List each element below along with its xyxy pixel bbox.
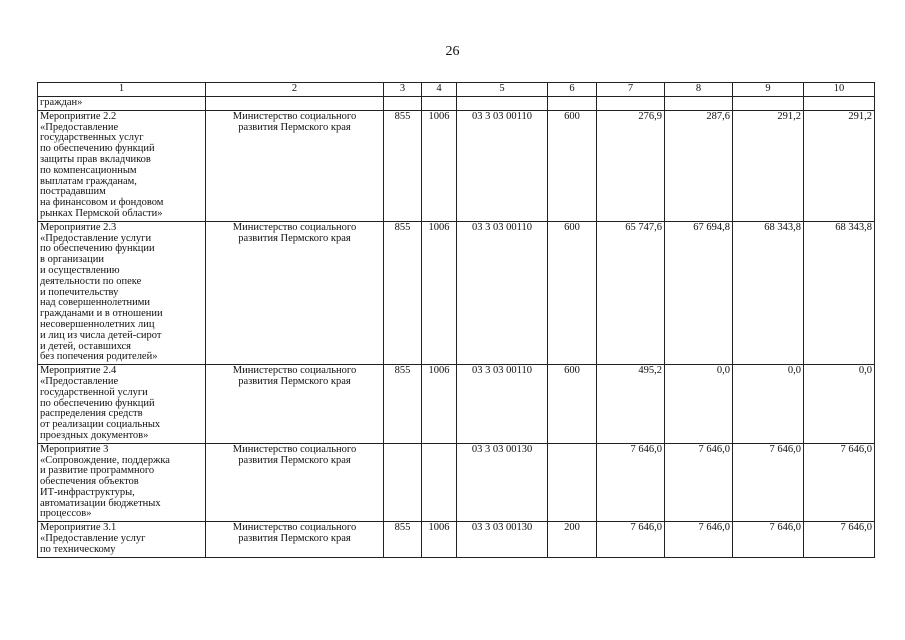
expense-type-code: 600 [548, 221, 597, 364]
section-code: 1006 [422, 522, 457, 557]
continuation-row [38, 97, 875, 111]
section-code [422, 443, 457, 522]
amount-col-9: 291,2 [733, 110, 804, 221]
section-code: 1006 [422, 365, 457, 444]
amount-col-8: 287,6 [665, 110, 733, 221]
responsible-org: Министерство социального развития Пермского края [206, 443, 384, 522]
amount-col-8: 67 694,8 [665, 221, 733, 364]
responsible-org: Министерство социального развития Пермского края [206, 221, 384, 364]
amount-col-7: 495,2 [597, 365, 665, 444]
activity-name: Мероприятие 3 «Сопровождение, поддержка и развитие программного обеспечения объектов ИТ-инфраструктуры, автоматизации бюджетных процессов» [38, 443, 206, 522]
amount-col-10: 291,2 [804, 110, 875, 221]
table-row [38, 110, 875, 221]
column-header: 1 [38, 83, 206, 97]
table-row [38, 365, 875, 444]
target-article-code: 03 3 03 00130 [457, 443, 548, 522]
amount-col-10: 68 343,8 [804, 221, 875, 364]
target-article-code: 03 3 03 00130 [457, 522, 548, 557]
column-header: 6 [548, 83, 597, 97]
amount-col-7: 65 747,6 [597, 221, 665, 364]
column-header: 3 [384, 83, 422, 97]
activity-name: Мероприятие 2.4 «Предоставление государственной услуги по обеспечению функций распределения средств от реализации социальных проездных документов» [38, 365, 206, 444]
expense-type-code: 200 [548, 522, 597, 557]
column-header: 7 [597, 83, 665, 97]
target-article-code: 03 3 03 00110 [457, 365, 548, 444]
amount-col-8: 7 646,0 [665, 443, 733, 522]
amount-col-9: 0,0 [733, 365, 804, 444]
amount-col-7: 7 646,0 [597, 443, 665, 522]
activity-name: Мероприятие 2.3 «Предоставление услуги по обеспечению функции в организации и осуществлению деятельности по опеке и попечительству над совершеннолетними гражданами и в отношении несовершеннолетних лиц и лиц из числа детей-сирот и детей, оставшихся без попечения родителей» [38, 221, 206, 364]
column-header: 9 [733, 83, 804, 97]
table-row [38, 522, 875, 557]
expense-type-code: 600 [548, 365, 597, 444]
expense-type-code: 600 [548, 110, 597, 221]
responsible-org: Министерство социального развития Пермского края [206, 110, 384, 221]
grbs-code: 855 [384, 365, 422, 444]
amount-col-9: 7 646,0 [733, 443, 804, 522]
grbs-code: 855 [384, 221, 422, 364]
amount-col-10: 7 646,0 [804, 522, 875, 557]
amount-col-9: 7 646,0 [733, 522, 804, 557]
amount-col-9: 68 343,8 [733, 221, 804, 364]
page-number: 26 [445, 44, 460, 59]
target-article-code: 03 3 03 00110 [457, 110, 548, 221]
section-code: 1006 [422, 221, 457, 364]
target-article-code: 03 3 03 00110 [457, 221, 548, 364]
grbs-code: 855 [384, 110, 422, 221]
grbs-code: 855 [384, 522, 422, 557]
table-row [38, 221, 875, 364]
column-header: 5 [457, 83, 548, 97]
budget-table [37, 82, 875, 558]
column-header: 2 [206, 83, 384, 97]
activity-name: Мероприятие 2.2 «Предоставление государственных услуг по обеспечению функций защиты прав вкладчиков по компенсационным выплатам гражданам, пострадавшим на финансовом и фондовом рынках Пермской области» [38, 110, 206, 221]
header-row [38, 83, 875, 97]
column-header: 8 [665, 83, 733, 97]
amount-col-8: 7 646,0 [665, 522, 733, 557]
grbs-code [384, 443, 422, 522]
activity-name: Мероприятие 3.1 «Предоставление услуг по техническому [38, 522, 206, 557]
continuation-text: граждан» [38, 97, 206, 111]
amount-col-8: 0,0 [665, 365, 733, 444]
responsible-org: Министерство социального развития Пермского края [206, 522, 384, 557]
responsible-org: Министерство социального развития Пермского края [206, 365, 384, 444]
amount-col-7: 7 646,0 [597, 522, 665, 557]
amount-col-7: 276,9 [597, 110, 665, 221]
expense-type-code [548, 443, 597, 522]
amount-col-10: 7 646,0 [804, 443, 875, 522]
section-code: 1006 [422, 110, 457, 221]
column-header: 10 [804, 83, 875, 97]
table-row [38, 443, 875, 522]
amount-col-10: 0,0 [804, 365, 875, 444]
column-header: 4 [422, 83, 457, 97]
